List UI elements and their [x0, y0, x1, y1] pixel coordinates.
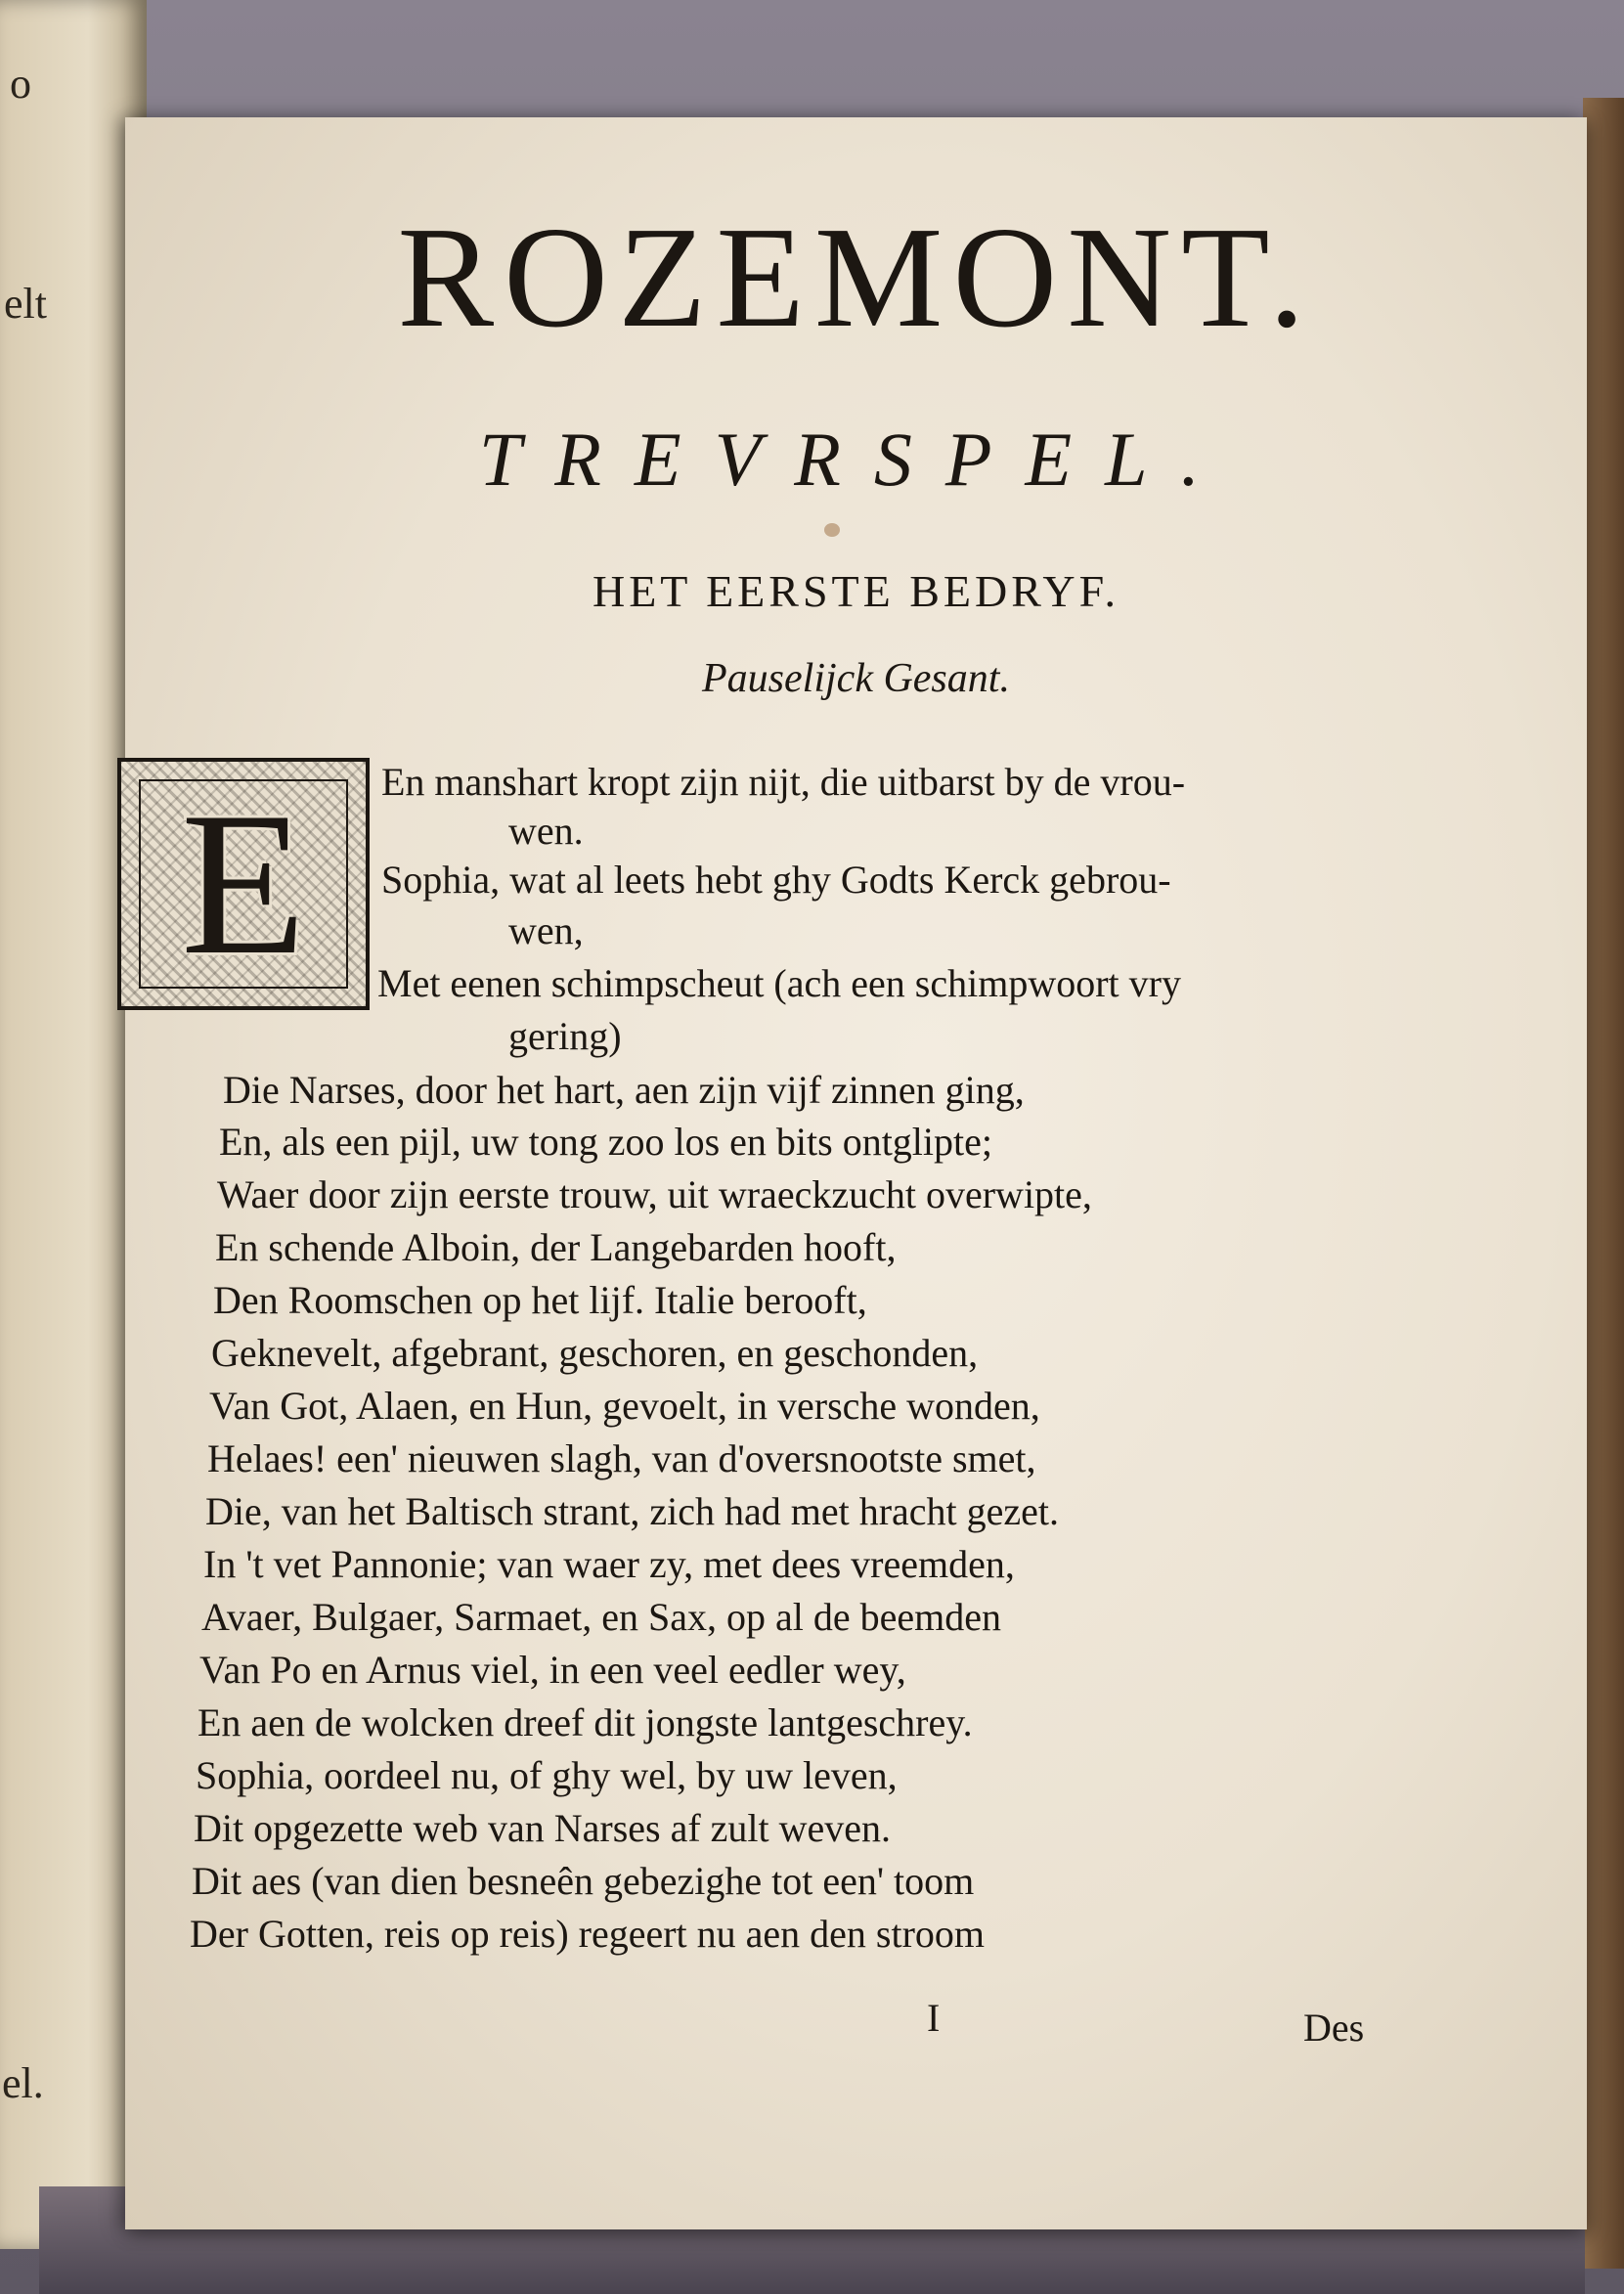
initial-letter: E — [139, 779, 348, 989]
verse-line: Sophia, wat al leets hebt ghy Godts Kerck gebrou- — [381, 858, 1171, 902]
verse-line: Die Narses, door het hart, aen zijn vijf zinnen ging, — [223, 1068, 1025, 1112]
verse-line: Waer door zijn eerste trouw, uit wraeckzucht overwipte, — [217, 1172, 1092, 1216]
verse-line: Sophia, oordeel nu, of ghy wel, by uw leven, — [196, 1753, 898, 1797]
book-spine-edge — [1583, 98, 1624, 2269]
verse-line: Dit opgezette web van Narses af zult weven. — [194, 1806, 892, 1850]
left-page-fragment: elt — [4, 280, 47, 328]
verse-line: wen. — [508, 809, 584, 853]
catchword: Des — [1303, 2006, 1365, 2050]
page-title: ROZEMONT. — [397, 198, 1315, 358]
verse-line: Avaer, Bulgaer, Sarmaet, en Sax, op al de beemden — [201, 1595, 1001, 1639]
left-page-fragment: o — [10, 60, 31, 108]
verse-line: En aen de wolcken dreef dit jongste lantgeschrey. — [198, 1700, 973, 1744]
verse-line: Dit aes (van dien besneên gebezighe tot een' toom — [192, 1859, 975, 1903]
verse-line: En manshart kropt zijn nijt, die uitbarst by de vrou- — [381, 760, 1186, 804]
verse-line: En schende Alboin, der Langebarden hooft, — [215, 1225, 897, 1269]
verse-line: Geknevelt, afgebrant, geschoren, en geschonden, — [211, 1331, 979, 1375]
verse-line: Van Got, Alaen, en Hun, gevoelt, in versche wonden, — [209, 1384, 1040, 1428]
verse-line: Van Po en Arnus viel, in een veel eedler wey, — [199, 1648, 906, 1692]
verse-line: Die, van het Baltisch strant, zich had met hracht gezet. — [205, 1489, 1060, 1533]
verse-line: In 't vet Pannonie; van waer zy, met dees vreemden, — [203, 1542, 1015, 1586]
verse-line: Met eenen schimpscheut (ach een schimpwoort vry — [377, 961, 1181, 1005]
verse-line: gering) — [508, 1014, 622, 1058]
verse-line: Den Roomschen op het lijf. Italie berooft, — [213, 1278, 867, 1322]
book-page — [125, 117, 1587, 2229]
verse-line: wen, — [508, 908, 584, 952]
page-subtitle: TREVRSPEL. — [478, 417, 1234, 502]
verse-line: En, als een pijl, uw tong zoo los en bits ontglipte; — [219, 1120, 993, 1164]
paper-stain — [824, 523, 840, 537]
left-page-fragment: el. — [2, 2059, 44, 2107]
speaker-name: Pauselijck Gesant. — [702, 656, 1010, 701]
signature-mark: I — [927, 1996, 941, 2040]
verse-line: Helaes! een' nieuwen slagh, van d'oversnootste smet, — [207, 1436, 1036, 1480]
act-heading: HET EERSTE BEDRYF. — [592, 566, 1119, 616]
decorated-initial — [117, 758, 370, 1010]
verse-line: Der Gotten, reis op reis) regeert nu aen den stroom — [190, 1912, 986, 1956]
